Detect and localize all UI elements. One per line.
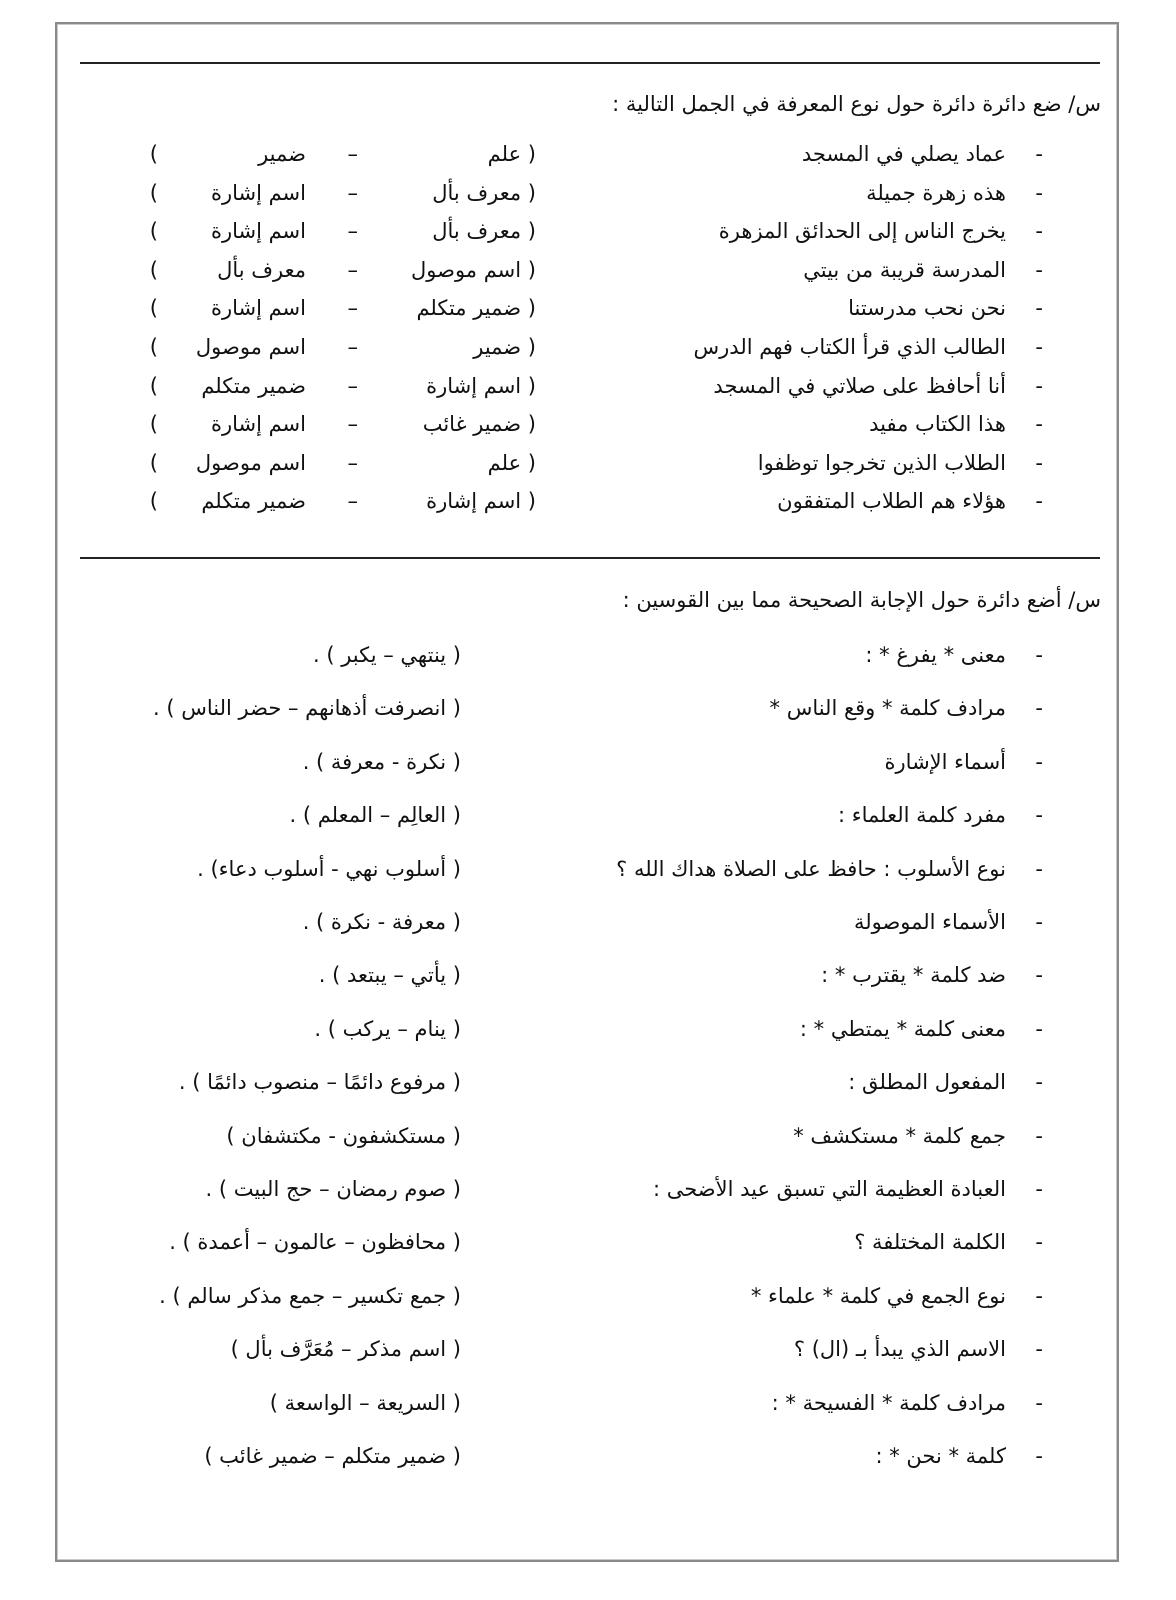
- option-1[interactable]: ( اسم إشارة: [426, 489, 536, 514]
- bullet: -: [1035, 1390, 1043, 1415]
- question: الاسم الذي يبدأ بـ (ال) ؟: [793, 1337, 1006, 1362]
- question: ضد كلمة * يقترب * :: [821, 963, 1006, 988]
- close-paren: ): [149, 450, 158, 475]
- question: معنى * يفرغ * :: [865, 643, 1006, 667]
- answer-choices[interactable]: ( ينتهي – يكبر ) .: [312, 643, 461, 667]
- option-2[interactable]: ضمير متكلم: [201, 489, 306, 514]
- close-paren: ): [149, 412, 158, 437]
- section1-row: [0, 142, 1176, 172]
- bullet: -: [1035, 489, 1043, 514]
- section2-row: [0, 696, 1176, 726]
- section2-row: [0, 1017, 1176, 1047]
- section2-row: [0, 1124, 1176, 1154]
- section2-row: [0, 1391, 1176, 1421]
- sentence: نحن نحب مدرستنا: [848, 296, 1006, 321]
- answer-choices[interactable]: ( نكرة - معرفة ) .: [302, 749, 461, 774]
- sentence: الطلاب الذين تخرجوا توظفوا: [757, 450, 1006, 475]
- bullet: -: [1035, 910, 1043, 934]
- section2-row: [0, 1337, 1176, 1367]
- option-1[interactable]: ( اسم إشارة: [426, 373, 536, 398]
- separator: –: [347, 257, 358, 282]
- section2-row: [0, 1177, 1176, 1207]
- sentence: الطالب الذي قرأ الكتاب فهم الدرس: [693, 335, 1006, 359]
- option-1[interactable]: ( ضمير: [473, 335, 536, 359]
- section2-row: [0, 910, 1176, 940]
- close-paren: ): [149, 373, 158, 398]
- sentence: أنا أحافظ على صلاتي في المسجد: [713, 373, 1006, 398]
- bullet: -: [1035, 257, 1043, 282]
- bullet: -: [1035, 373, 1043, 398]
- top-divider: [80, 62, 1100, 64]
- question: أسماء الإشارة: [884, 749, 1006, 774]
- bullet: -: [1035, 180, 1043, 205]
- separator: –: [347, 296, 358, 321]
- question: كلمة * نحن * :: [875, 1444, 1006, 1468]
- bullet: -: [1035, 1123, 1043, 1148]
- section1-row: [0, 374, 1176, 404]
- option-1[interactable]: ( ضمير غائب: [422, 412, 536, 437]
- section1-row: [0, 335, 1176, 365]
- option-1[interactable]: ( علم: [487, 142, 536, 166]
- close-paren: ): [149, 335, 158, 359]
- section1-row: [0, 258, 1176, 288]
- option-2[interactable]: معرف بأل: [217, 257, 306, 282]
- page-border: [55, 22, 1119, 1562]
- bullet: -: [1035, 335, 1043, 359]
- bullet: -: [1035, 803, 1043, 828]
- answer-choices[interactable]: ( صوم رمضان – حج البيت ) .: [205, 1177, 461, 1201]
- option-1[interactable]: ( ضمير متكلم: [416, 296, 536, 321]
- option-2[interactable]: اسم إشارة: [210, 180, 306, 205]
- option-1[interactable]: ( علم: [487, 450, 536, 475]
- answer-choices[interactable]: ( أسلوب نهي - أسلوب دعاء) .: [197, 856, 461, 881]
- option-2[interactable]: ضمير: [258, 142, 306, 166]
- question: المفعول المطلق :: [848, 1070, 1006, 1095]
- sentence: هؤلاء هم الطلاب المتفقون: [777, 489, 1006, 514]
- section1-row: [0, 296, 1176, 326]
- bullet: -: [1035, 1177, 1043, 1201]
- separator: –: [347, 180, 358, 205]
- answer-choices[interactable]: ( مستكشفون - مكتشفان ): [226, 1123, 461, 1148]
- separator: –: [347, 219, 358, 244]
- sentence: يخرج الناس إلى الحدائق المزهرة: [718, 219, 1006, 244]
- answer-choices[interactable]: ( معرفة - نكرة ) .: [302, 910, 461, 934]
- bullet: -: [1035, 1070, 1043, 1095]
- question: مرادف كلمة * وقع الناس *: [769, 696, 1006, 721]
- separator: –: [347, 335, 358, 359]
- sentence: عماد يصلي في المسجد: [801, 142, 1006, 166]
- question: مفرد كلمة العلماء :: [838, 803, 1006, 828]
- bullet: -: [1035, 1230, 1043, 1255]
- answer-choices[interactable]: ( انصرفت أذهانهم – حضر الناس ) .: [153, 696, 461, 721]
- close-paren: ): [149, 489, 158, 514]
- question: مرادف كلمة * الفسيحة * :: [771, 1390, 1006, 1415]
- bullet: -: [1035, 296, 1043, 321]
- option-2[interactable]: اسم إشارة: [210, 219, 306, 244]
- section1-row: [0, 181, 1176, 211]
- question: الكلمة المختلفة ؟: [854, 1230, 1006, 1255]
- question: العبادة العظيمة التي تسبق عيد الأضحى :: [652, 1177, 1006, 1201]
- separator: –: [347, 373, 358, 398]
- section2-row: [0, 963, 1176, 993]
- answer-choices[interactable]: ( جمع تكسير – جمع مذكر سالم ) .: [159, 1283, 461, 1308]
- answer-choices[interactable]: ( السريعة – الواسعة ): [269, 1390, 461, 1415]
- close-paren: ): [149, 296, 158, 321]
- section2-title: س/ أضع دائرة حول الإجابة الصحيحة مما بين القوسين :: [622, 588, 1101, 612]
- question: معنى كلمة * يمتطي * :: [799, 1016, 1006, 1041]
- option-2[interactable]: اسم موصول: [195, 450, 306, 475]
- answer-choices[interactable]: ( مرفوع دائمًا – منصوب دائمًا ) .: [178, 1070, 461, 1095]
- separator: –: [347, 412, 358, 437]
- section2-row: [0, 1284, 1176, 1314]
- option-2[interactable]: اسم إشارة: [210, 412, 306, 437]
- answer-choices[interactable]: ( اسم مذكر – مُعَرَّف بأل ): [230, 1337, 461, 1362]
- separator: –: [347, 142, 358, 166]
- bullet: -: [1035, 450, 1043, 475]
- bullet: -: [1035, 749, 1043, 774]
- middle-divider: [80, 557, 1100, 559]
- sentence: هذا الكتاب مفيد: [869, 412, 1006, 437]
- section2-row: [0, 803, 1176, 833]
- bullet: -: [1035, 1337, 1043, 1362]
- bullet: -: [1035, 1444, 1043, 1468]
- section1-row: [0, 451, 1176, 481]
- bullet: -: [1035, 1283, 1043, 1308]
- option-1[interactable]: ( معرف بأل: [432, 219, 536, 244]
- close-paren: ): [149, 219, 158, 244]
- bullet: -: [1035, 142, 1043, 166]
- section1-row: [0, 489, 1176, 519]
- option-1[interactable]: ( معرف بأل: [432, 180, 536, 205]
- section2-row: [0, 1444, 1176, 1474]
- bullet: -: [1035, 856, 1043, 881]
- bullet: -: [1035, 1016, 1043, 1041]
- separator: –: [347, 450, 358, 475]
- question: نوع الأسلوب : حافظ على الصلاة هداك الله ؟: [616, 856, 1006, 881]
- section2-row: [0, 857, 1176, 887]
- section1-title: س/ ضع دائرة دائرة حول نوع المعرفة في الجمل التالية :: [612, 92, 1101, 116]
- sentence: المدرسة قريبة من بيتي: [803, 257, 1006, 282]
- answer-choices[interactable]: ( ينام – يركب ) .: [314, 1016, 461, 1041]
- answer-choices[interactable]: ( محافظون – عالمون – أعمدة ) .: [169, 1230, 461, 1255]
- option-2[interactable]: ضمير متكلم: [201, 373, 306, 398]
- question: نوع الجمع في كلمة * علماء *: [750, 1283, 1006, 1308]
- bullet: -: [1035, 696, 1043, 721]
- option-2[interactable]: اسم إشارة: [210, 296, 306, 321]
- separator: –: [347, 489, 358, 514]
- close-paren: ): [149, 180, 158, 205]
- bullet: -: [1035, 963, 1043, 988]
- question: الأسماء الموصولة: [853, 910, 1006, 934]
- close-paren: ): [149, 257, 158, 282]
- option-1[interactable]: ( اسم موصول: [411, 257, 536, 282]
- section2-row: [0, 1070, 1176, 1100]
- answer-choices[interactable]: ( ضمير متكلم – ضمير غائب ): [204, 1444, 461, 1468]
- question: جمع كلمة * مستكشف *: [793, 1123, 1006, 1148]
- section1-row: [0, 219, 1176, 249]
- bullet: -: [1035, 412, 1043, 437]
- section2-row: [0, 643, 1176, 673]
- sentence: هذه زهرة جميلة: [866, 180, 1006, 205]
- close-paren: ): [149, 142, 158, 166]
- bullet: -: [1035, 219, 1043, 244]
- answer-choices[interactable]: ( يأتي – يبتعد ) .: [318, 963, 461, 988]
- section2-row: [0, 750, 1176, 780]
- answer-choices[interactable]: ( العالِم – المعلم ) .: [289, 803, 461, 828]
- option-2[interactable]: اسم موصول: [195, 335, 306, 359]
- section2-row: [0, 1230, 1176, 1260]
- section1-row: [0, 412, 1176, 442]
- bullet: -: [1035, 643, 1043, 667]
